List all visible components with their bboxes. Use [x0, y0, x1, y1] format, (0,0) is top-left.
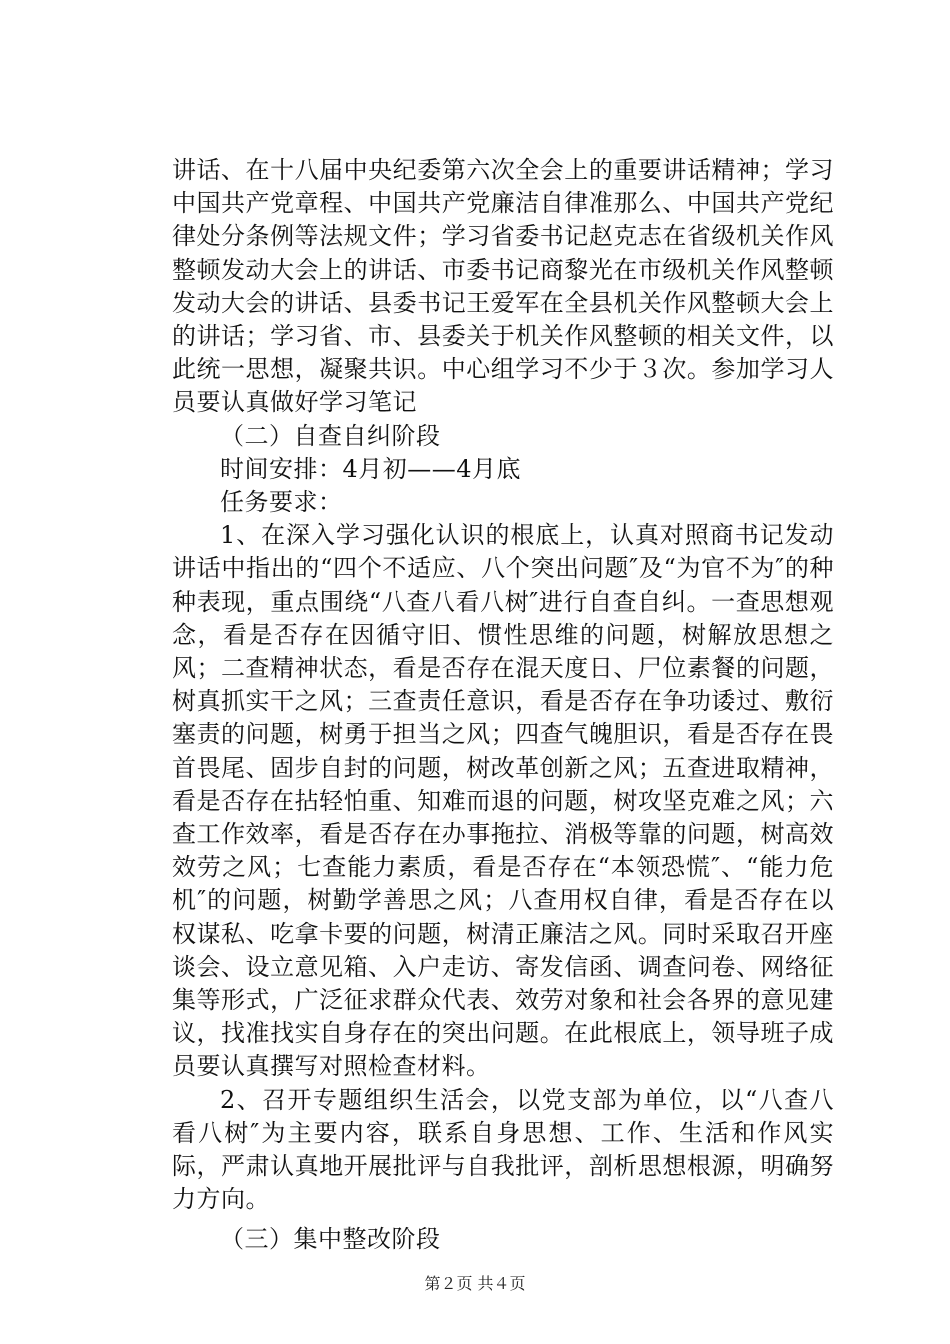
task-requirements-label: 任务要求：: [220, 488, 343, 517]
paragraph-item-2: 2、召开专题组织生活会，以党支部为单位，以“八查八看八树″为主要内容，联系自身思想、工作、生活和作风实际，严肃认真地开展批评与自我批评，剖析思想根源，明确努力方向。: [172, 1085, 834, 1214]
paragraph-item-1: 1、在深入学习强化认识的根底上，认真对照商书记发动讲话中指出的“四个不适应、八个突出问题″及“为官不为″的种种表现，重点围绕“八查八看八树″进行自查自纠。一查思想观念，看是否存在因循守旧、惯性思维的问题，树解放思想之风；二查精神状态，看是否存在混天度日、尸位素餐的问题，树真抓实干之风；三查责任意识，看是否存在争功诿过、敷衍塞责的问题，树勇于担当之风；四查气魄胆识，看是否存在畏首畏尾、固步自封的问题，树改革创新之风；五查进取精神，看是否存在拈轻怕重、知难而退的问题，树攻坚克难之风；六查工作效率，看是否存在办事拖拉、消极等靠的问题，树高效效劳之风；七查能力素质，看是否存在“本领恐慌″、“能力危机″的问题，树勤学善思之风；八查用权自律，看是否存在以权谋私、吃拿卡要的问题，树清正廉洁之风。同时采取召开座谈会、设立意见箱、入户走访、寄发信函、调查问卷、网络征集等形式，广泛征求群众代表、效劳对象和社会各界的意见建议，找准找实自身存在的突出问题。在此根底上，领导班子成员要认真撰写对照检查材料。: [172, 521, 834, 1081]
document-body: [172, 154, 834, 1256]
section-heading-self-check: （二）自查自纠阶段: [220, 421, 441, 450]
paragraph-study-content: 讲话、在十八届中央纪委第六次全会上的重要讲话精神；学习中国共产党章程、中国共产党廉洁自律准那么、中国共产党纪律处分条例等法规文件；学习省委书记赵克志在省级机关作风整顿发动大会上的讲话、市委书记商黎光在市级机关作风整顿发动大会的讲话、县委书记王爱军在全县机关作风整顿大会上的讲话；学习省、市、县委关于机关作风整顿的相关文件，以此统一思想，凝聚共识。中心组学习不少于３次。参加学习人员要认真做好学习笔记: [172, 156, 834, 417]
schedule-line: 时间安排：4月初——4月底: [220, 454, 522, 483]
section-heading-rectification: （三）集中整改阶段: [220, 1224, 441, 1253]
page-footer: 第２页 共４页: [424, 1274, 526, 1293]
